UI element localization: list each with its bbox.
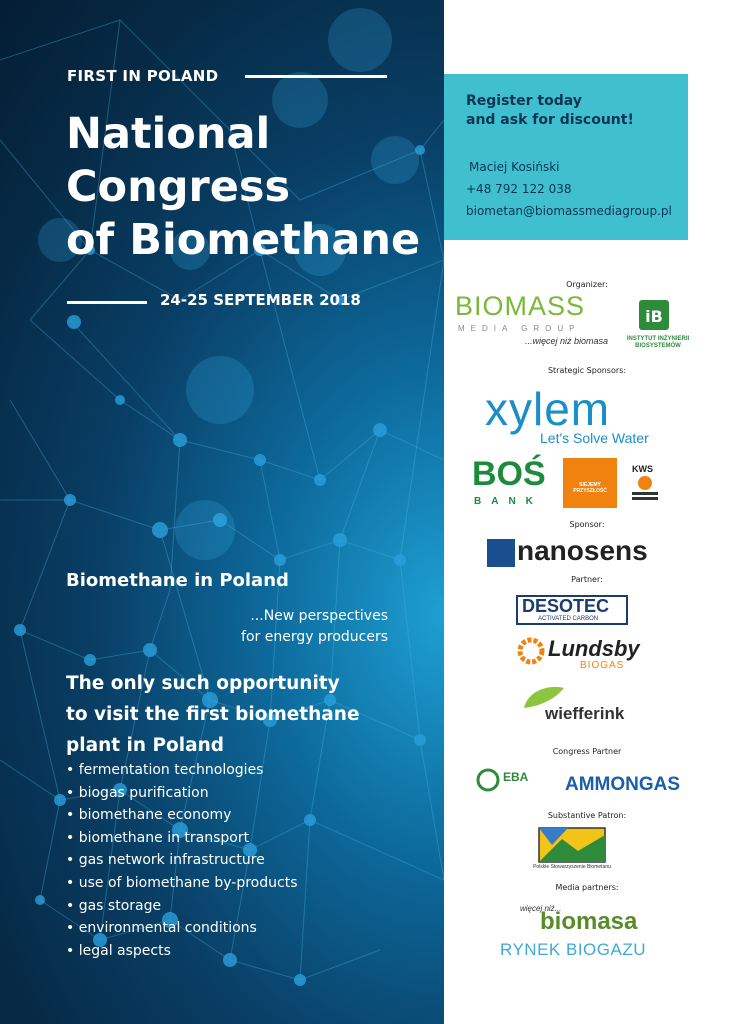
- bos-logo-sub: BANK: [474, 496, 543, 507]
- svg-text:iB: iB: [645, 307, 663, 326]
- register-headline: [466, 92, 676, 130]
- iib-logo-icon: [637, 298, 671, 332]
- list-item: • fermentation technologies: [66, 759, 297, 782]
- title-line: of Biomethane: [66, 215, 421, 265]
- ammongas-logo: AMMONGAS: [565, 774, 681, 795]
- wiefferink-logo: wiefferink: [545, 704, 625, 723]
- register-line: and ask for discount!: [466, 112, 634, 128]
- lundsby-logo: Lundsby: [548, 636, 640, 661]
- caption-sponsor: Sponsor:: [569, 520, 605, 529]
- contact-info: [466, 156, 672, 222]
- caption-organizer: Organizer:: [566, 280, 608, 289]
- biomass-logo-sub: MEDIA GROUP: [458, 324, 581, 333]
- contact-name: Maciej Kosiński: [469, 160, 560, 174]
- page-title: [66, 108, 444, 267]
- opportunity-heading: [66, 668, 396, 761]
- opportunity-line: plant in Poland: [66, 735, 224, 756]
- biomasa-logo: biomasa: [540, 908, 638, 935]
- nanosens-logo-mark: [487, 539, 515, 567]
- list-item: • biogas purification: [66, 782, 297, 805]
- kws-logo: KWS: [632, 464, 653, 474]
- rynek-biogazu-logo: RYNEK BIOGAZU: [500, 940, 646, 959]
- list-item: • legal aspects: [66, 940, 297, 963]
- list-item: • biomethane economy: [66, 804, 297, 827]
- divider-line: [67, 301, 147, 304]
- eba-logo: EBA: [503, 770, 529, 784]
- register-line: Register today: [466, 93, 582, 109]
- psb-logo-icon: [538, 827, 606, 863]
- opportunity-line: to visit the first biomethane: [66, 704, 360, 725]
- list-item: • biomethane in transport: [66, 827, 297, 850]
- title-line: National: [66, 109, 271, 159]
- opportunity-line: The only such opportunity: [66, 673, 340, 694]
- psb-logo-text: Polskie Stowarzyszenie Biometanu: [533, 864, 611, 870]
- biomasa-tagline: więcej niż...: [520, 904, 562, 913]
- desotec-logo: DESOTEC: [522, 596, 610, 616]
- perspectives-line: for energy producers: [241, 629, 388, 645]
- xylem-logo: xylem: [485, 383, 611, 435]
- desotec-logo-sub: ACTIVATED CARBON: [538, 616, 599, 622]
- caption-substantive: Substantive Patron:: [547, 811, 627, 820]
- topics-list: [66, 759, 297, 962]
- subtitle: Biomethane in Poland: [66, 570, 289, 591]
- biomass-tagline: ...więcej niż biomasa: [525, 336, 609, 346]
- bos-logo: BOŚ: [472, 455, 546, 493]
- list-item: • environmental conditions: [66, 917, 297, 940]
- iib-logo-text: INSTYTUT INŻYNIERII BIOSYSTEMÓW: [626, 336, 690, 349]
- list-item: • gas network infrastructure: [66, 849, 297, 872]
- contact-phone[interactable]: +48 792 122 038: [466, 182, 572, 196]
- caption-partner: Partner:: [571, 575, 603, 584]
- xylem-tagline: Let's Solve Water: [540, 430, 649, 446]
- lundsby-gear-icon: [516, 636, 546, 666]
- perspectives-line: ...New perspectives: [250, 608, 388, 624]
- nanosens-logo: nanosens: [517, 535, 648, 566]
- kws-logo-icon: [630, 475, 660, 503]
- divider-line: [245, 75, 387, 78]
- lundsby-logo-sub: BIOGAS: [580, 660, 625, 671]
- perspectives-text: [200, 606, 388, 648]
- orange-sponsor-text: SIEJEMY PRZYSZŁOŚĆ: [573, 482, 607, 494]
- biomass-logo: BIOMASS: [455, 291, 586, 321]
- list-item: • gas storage: [66, 895, 297, 918]
- caption-strategic: Strategic Sponsors:: [547, 366, 627, 375]
- list-item: • use of biomethane by-products: [66, 872, 297, 895]
- kicker: FIRST IN POLAND: [67, 67, 219, 85]
- title-line: Congress: [66, 162, 291, 212]
- contact-email[interactable]: biometan@biomassmediagroup.pl: [466, 204, 672, 218]
- caption-congress-partner: Congress Partner: [552, 747, 622, 756]
- event-dates: 24-25 SEPTEMBER 2018: [160, 291, 361, 309]
- caption-media: Media partners:: [555, 883, 619, 892]
- eba-logo-icon: [474, 767, 502, 793]
